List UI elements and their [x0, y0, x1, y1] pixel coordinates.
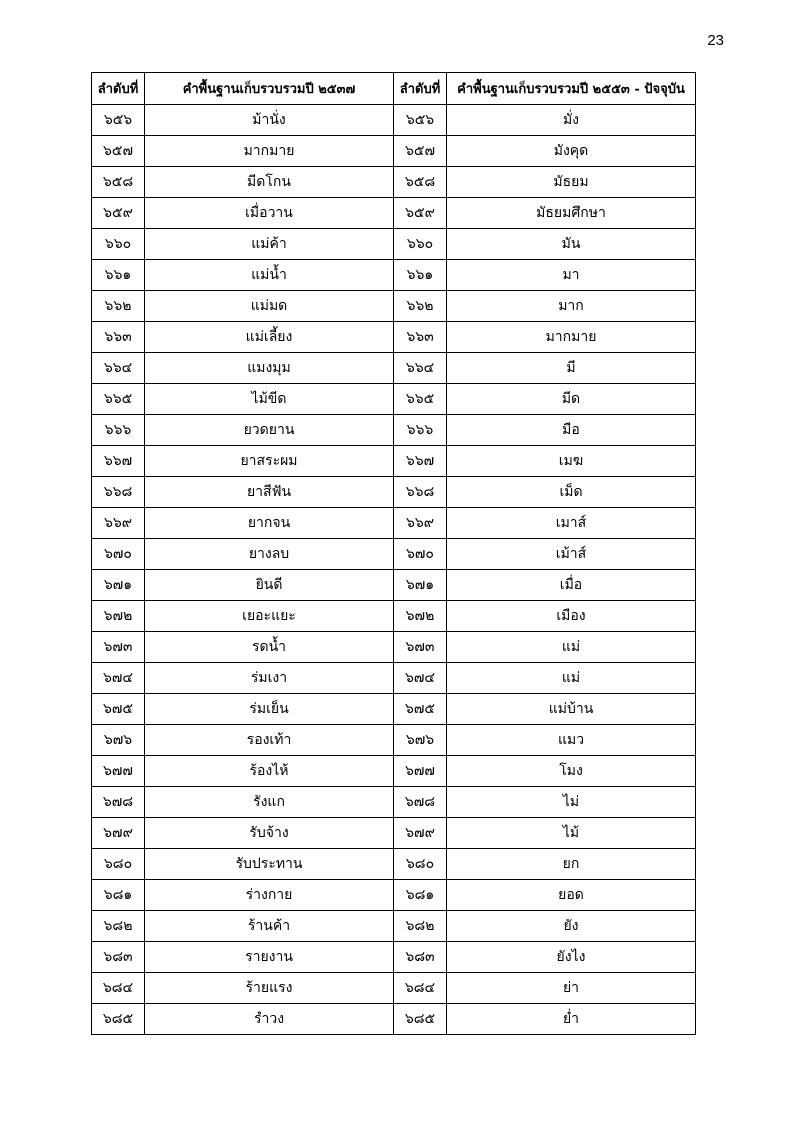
order-cell-1: ๖๗๐ [92, 539, 145, 570]
order-cell-2: ๖๖๙ [394, 508, 447, 539]
word-cell-2537: มีดโกน [145, 167, 394, 198]
header-row [92, 73, 696, 105]
table-row [92, 973, 696, 1004]
order-cell-1: ๖๕๗ [92, 136, 145, 167]
table-row [92, 694, 696, 725]
order-cell-1: ๖๘๒ [92, 911, 145, 942]
order-cell-2: ๖๗๖ [394, 725, 447, 756]
order-cell-1: ๖๗๗ [92, 756, 145, 787]
order-cell-1: ๖๕๖ [92, 105, 145, 136]
order-cell-2: ๖๕๖ [394, 105, 447, 136]
word-cell-2537: ยาสีฟัน [145, 477, 394, 508]
header-words-2553-present: คำพื้นฐานเก็บรวบรวมปี ๒๕๕๓ - ปัจจุบัน [447, 73, 696, 105]
word-cell-2553: มัธยมศึกษา [447, 198, 696, 229]
table-header [92, 73, 696, 105]
table-row [92, 1004, 696, 1035]
order-cell-1: ๖๖๔ [92, 353, 145, 384]
word-cell-2537: ม้านั่ง [145, 105, 394, 136]
order-cell-1: ๖๗๕ [92, 694, 145, 725]
table-row [92, 539, 696, 570]
order-cell-2: ๖๖๓ [394, 322, 447, 353]
order-cell-2: ๖๗๕ [394, 694, 447, 725]
word-cell-2537: ยากจน [145, 508, 394, 539]
table-body [92, 105, 696, 1035]
word-cell-2553: ย่า [447, 973, 696, 1004]
word-cell-2553: ยก [447, 849, 696, 880]
word-cell-2553: มังคุด [447, 136, 696, 167]
order-cell-2: ๖๗๑ [394, 570, 447, 601]
table-row [92, 291, 696, 322]
table-row [92, 601, 696, 632]
word-cell-2537: แม่มด [145, 291, 394, 322]
word-cell-2553: เมือง [447, 601, 696, 632]
table-row [92, 818, 696, 849]
table-row [92, 322, 696, 353]
table-row [92, 229, 696, 260]
table-row [92, 446, 696, 477]
header-order-2: ลำดับที่ [394, 73, 447, 105]
order-cell-2: ๖๘๑ [394, 880, 447, 911]
order-cell-1: ๖๗๔ [92, 663, 145, 694]
word-cell-2553: มัธยม [447, 167, 696, 198]
order-cell-1: ๖๖๐ [92, 229, 145, 260]
table-row [92, 477, 696, 508]
order-cell-2: ๖๖๘ [394, 477, 447, 508]
order-cell-1: ๖๖๒ [92, 291, 145, 322]
table-row [92, 787, 696, 818]
table-row [92, 105, 696, 136]
word-cell-2553: มือ [447, 415, 696, 446]
order-cell-1: ๖๖๕ [92, 384, 145, 415]
word-cell-2553: มากมาย [447, 322, 696, 353]
table-row [92, 756, 696, 787]
order-cell-2: ๖๘๕ [394, 1004, 447, 1035]
table-row [92, 725, 696, 756]
order-cell-1: ๖๖๙ [92, 508, 145, 539]
word-cell-2537: แมงมุม [145, 353, 394, 384]
word-cell-2537: ยวดยาน [145, 415, 394, 446]
order-cell-2: ๖๖๖ [394, 415, 447, 446]
order-cell-2: ๖๖๑ [394, 260, 447, 291]
order-cell-1: ๖๘๔ [92, 973, 145, 1004]
word-cell-2537: รับประทาน [145, 849, 394, 880]
order-cell-1: ๖๖๑ [92, 260, 145, 291]
header-order-1: ลำดับที่ [92, 73, 145, 105]
table-row [92, 260, 696, 291]
word-cell-2553: ยัง [447, 911, 696, 942]
order-cell-1: ๖๗๑ [92, 570, 145, 601]
order-cell-2: ๖๖๕ [394, 384, 447, 415]
table-row [92, 167, 696, 198]
order-cell-1: ๖๘๐ [92, 849, 145, 880]
order-cell-2: ๖๗๘ [394, 787, 447, 818]
table-row [92, 508, 696, 539]
word-cell-2537: ร้ายแรง [145, 973, 394, 1004]
order-cell-2: ๖๕๘ [394, 167, 447, 198]
word-cell-2553: แม่บ้าน [447, 694, 696, 725]
word-cell-2537: แม่เลี้ยง [145, 322, 394, 353]
word-cell-2553: มาก [447, 291, 696, 322]
word-cell-2553: เมฆ [447, 446, 696, 477]
word-cell-2537: แม่ค้า [145, 229, 394, 260]
word-cell-2553: แม่ [447, 663, 696, 694]
order-cell-2: ๖๖๗ [394, 446, 447, 477]
order-cell-2: ๖๗๐ [394, 539, 447, 570]
order-cell-2: ๖๖๔ [394, 353, 447, 384]
table-row [92, 911, 696, 942]
word-cell-2553: ยอด [447, 880, 696, 911]
table-row [92, 849, 696, 880]
word-cell-2553: แมว [447, 725, 696, 756]
order-cell-1: ๖๖๘ [92, 477, 145, 508]
table-row [92, 942, 696, 973]
order-cell-2: ๖๘๒ [394, 911, 447, 942]
order-cell-2: ๖๕๙ [394, 198, 447, 229]
order-cell-2: ๖๖๒ [394, 291, 447, 322]
order-cell-2: ๖๘๐ [394, 849, 447, 880]
order-cell-1: ๖๘๕ [92, 1004, 145, 1035]
order-cell-1: ๖๗๘ [92, 787, 145, 818]
word-cell-2537: รำวง [145, 1004, 394, 1035]
word-cell-2553: ไม่ [447, 787, 696, 818]
table-row [92, 136, 696, 167]
word-cell-2553: มา [447, 260, 696, 291]
order-cell-2: ๖๖๐ [394, 229, 447, 260]
word-cell-2553: โมง [447, 756, 696, 787]
table-row [92, 198, 696, 229]
word-cell-2537: มากมาย [145, 136, 394, 167]
word-cell-2537: ร่างกาย [145, 880, 394, 911]
page-number: 23 [707, 32, 724, 49]
word-cell-2537: ยินดี [145, 570, 394, 601]
order-cell-2: ๖๗๓ [394, 632, 447, 663]
word-cell-2553: มั่ง [447, 105, 696, 136]
word-cell-2537: รดน้ำ [145, 632, 394, 663]
word-cell-2553: แม่ [447, 632, 696, 663]
word-cell-2553: เมาส์ [447, 508, 696, 539]
word-cell-2537: เมื่อวาน [145, 198, 394, 229]
word-cell-2537: ร้องไห้ [145, 756, 394, 787]
order-cell-2: ๖๗๔ [394, 663, 447, 694]
word-cell-2553: ยังไง [447, 942, 696, 973]
header-words-2537: คำพื้นฐานเก็บรวบรวมปี ๒๕๓๗ [145, 73, 394, 105]
word-cell-2553: เม็ด [447, 477, 696, 508]
word-cell-2537: รองเท้า [145, 725, 394, 756]
word-cell-2537: รังแก [145, 787, 394, 818]
table-row [92, 415, 696, 446]
word-cell-2553: ไม้ [447, 818, 696, 849]
order-cell-2: ๖๕๗ [394, 136, 447, 167]
word-cell-2537: ไม้ขีด [145, 384, 394, 415]
order-cell-1: ๖๗๓ [92, 632, 145, 663]
order-cell-1: ๖๗๒ [92, 601, 145, 632]
word-cell-2537: ยางลบ [145, 539, 394, 570]
word-cell-2553: เม้าส์ [447, 539, 696, 570]
order-cell-1: ๖๕๘ [92, 167, 145, 198]
table-row [92, 384, 696, 415]
order-cell-2: ๖๘๔ [394, 973, 447, 1004]
order-cell-1: ๖๘๑ [92, 880, 145, 911]
word-cell-2537: ร่มเย็น [145, 694, 394, 725]
table-row [92, 663, 696, 694]
word-cell-2537: รายงาน [145, 942, 394, 973]
word-list-table [91, 72, 696, 1035]
order-cell-1: ๖๘๓ [92, 942, 145, 973]
table-row [92, 570, 696, 601]
order-cell-1: ๖๖๓ [92, 322, 145, 353]
order-cell-2: ๖๗๒ [394, 601, 447, 632]
order-cell-1: ๖๖๗ [92, 446, 145, 477]
order-cell-2: ๖๗๙ [394, 818, 447, 849]
word-cell-2553: ย่ำ [447, 1004, 696, 1035]
word-cell-2553: เมื่อ [447, 570, 696, 601]
word-cell-2537: รับจ้าง [145, 818, 394, 849]
order-cell-2: ๖๘๓ [394, 942, 447, 973]
order-cell-2: ๖๗๗ [394, 756, 447, 787]
table-row [92, 632, 696, 663]
word-cell-2537: ยาสระผม [145, 446, 394, 477]
word-cell-2553: มีด [447, 384, 696, 415]
table-row [92, 880, 696, 911]
order-cell-1: ๖๗๙ [92, 818, 145, 849]
word-cell-2553: มี [447, 353, 696, 384]
word-cell-2537: เยอะแยะ [145, 601, 394, 632]
word-cell-2537: ร้านค้า [145, 911, 394, 942]
order-cell-1: ๖๕๙ [92, 198, 145, 229]
word-cell-2553: มัน [447, 229, 696, 260]
word-cell-2537: ร่มเงา [145, 663, 394, 694]
order-cell-1: ๖๗๖ [92, 725, 145, 756]
word-cell-2537: แม่น้ำ [145, 260, 394, 291]
table-row [92, 353, 696, 384]
order-cell-1: ๖๖๖ [92, 415, 145, 446]
